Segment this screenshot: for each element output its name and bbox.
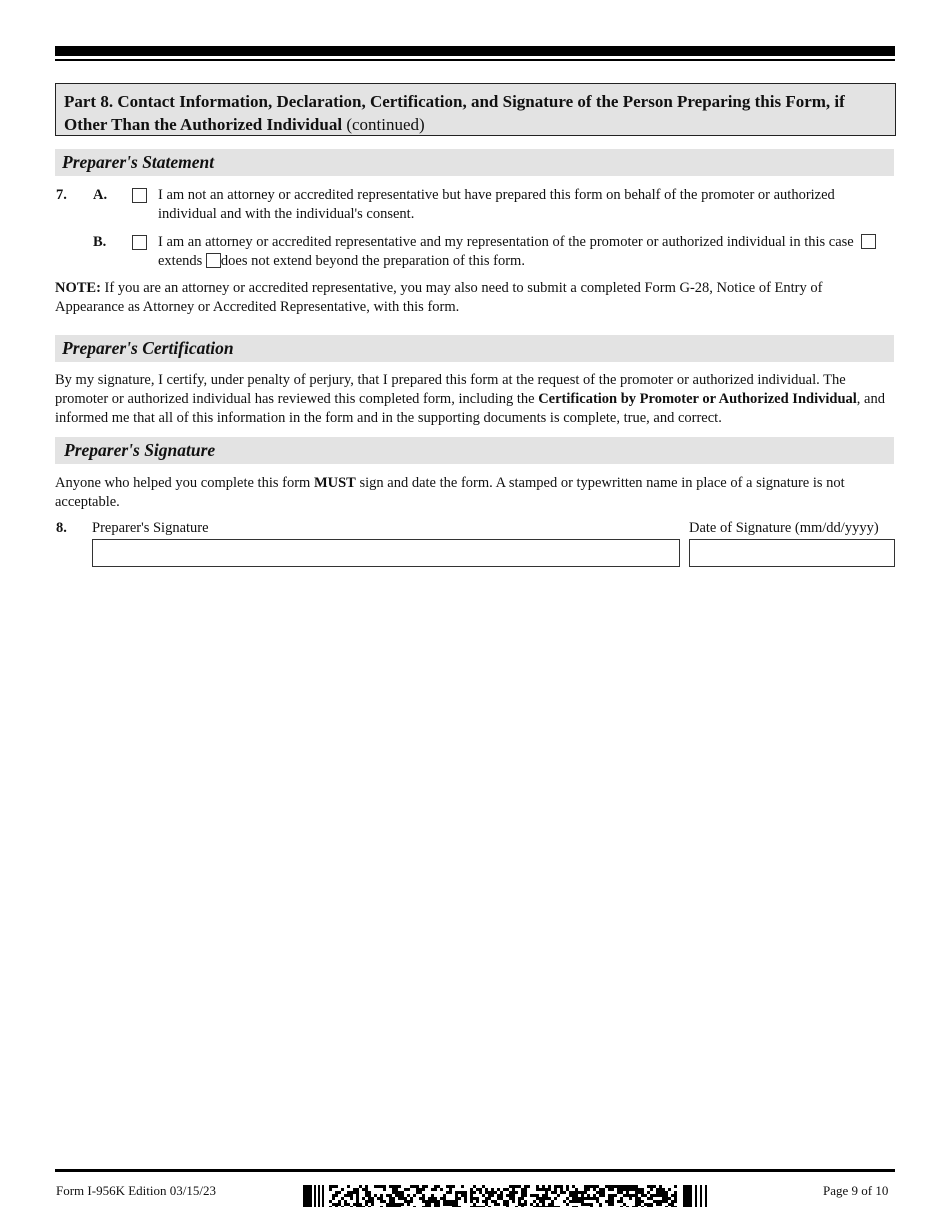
option-b-text: [158, 233, 888, 271]
preparer-statement-heading: Preparer's Statement: [55, 149, 894, 176]
certification-text-2: , and informed me that all of this information in the form and in the supporting documents is complete, true, and correct.: [55, 390, 885, 426]
top-rule: [55, 46, 895, 56]
item-8-number: 8.: [56, 520, 67, 536]
extends-label: extends: [158, 252, 203, 269]
does-not-extend-label: does not extend beyond the preparation of this form.: [220, 252, 525, 269]
top-rule-thin: [55, 59, 895, 61]
certification-text-bold: Certification by Promoter or Authorized Individual: [538, 390, 857, 407]
extends-checkbox[interactable]: [861, 234, 876, 249]
part-title-suffix: (continued): [342, 115, 425, 134]
signature-paragraph: [55, 474, 890, 512]
does-not-extend-checkbox[interactable]: [206, 253, 221, 268]
option-a-text: I am not an attorney or accredited representative but have prepared this form on behalf of the promoter or authorized individual and with the individual's consent.: [158, 187, 835, 222]
option-a-letter: A.: [93, 187, 108, 203]
note-label: NOTE:: [55, 280, 101, 296]
page-number: Page 9 of 10: [823, 1183, 889, 1198]
signature-field[interactable]: [92, 539, 680, 567]
bottom-rule: [55, 1169, 895, 1172]
option-a-checkbox[interactable]: [132, 188, 147, 203]
part-header: [55, 83, 896, 136]
signature-text-1: Anyone who helped you complete this form: [55, 475, 314, 491]
date-of-signature-field[interactable]: [689, 539, 895, 567]
form-edition: Form I-956K Edition 03/15/23: [56, 1183, 216, 1198]
preparer-certification-heading: Preparer's Certification: [55, 335, 894, 362]
option-b-letter: B.: [93, 234, 107, 250]
date-label: Date of Signature (mm/dd/yyyy): [689, 520, 879, 536]
option-b-text-start: I am an attorney or accredited representative and my representation of the promoter or authorized individual in this case: [158, 234, 854, 250]
signature-label: Preparer's Signature: [92, 520, 209, 536]
option-b-checkbox[interactable]: [132, 235, 147, 250]
certification-paragraph: [55, 371, 890, 428]
barcode: [303, 1185, 713, 1207]
item-7-number: 7.: [56, 187, 67, 203]
signature-text-bold: MUST: [313, 475, 356, 491]
note-paragraph: [55, 279, 890, 317]
part-title: Part 8. Contact Information, Declaration, Certification, and Signature of the Person Preparing this Form, if Other Than the Authorized Individual: [64, 92, 845, 134]
note-text: If you are an attorney or accredited representative, you may also need to submit a completed Form G-28, Notice of Entry of Appearance as Attorney or Accredited Representative, with this form.: [55, 280, 823, 315]
preparer-signature-heading: Preparer's Signature: [55, 437, 894, 464]
certification-text-1: By my signature, I certify, under penalty of perjury, that I prepared this form at the request of the promoter or authorized individual. The promoter or authorized individual has reviewed this completed form, including the: [55, 372, 846, 407]
signature-text-2: sign and date the form. A stamped or typewritten name in place of a signature is not acceptable.: [55, 475, 845, 510]
